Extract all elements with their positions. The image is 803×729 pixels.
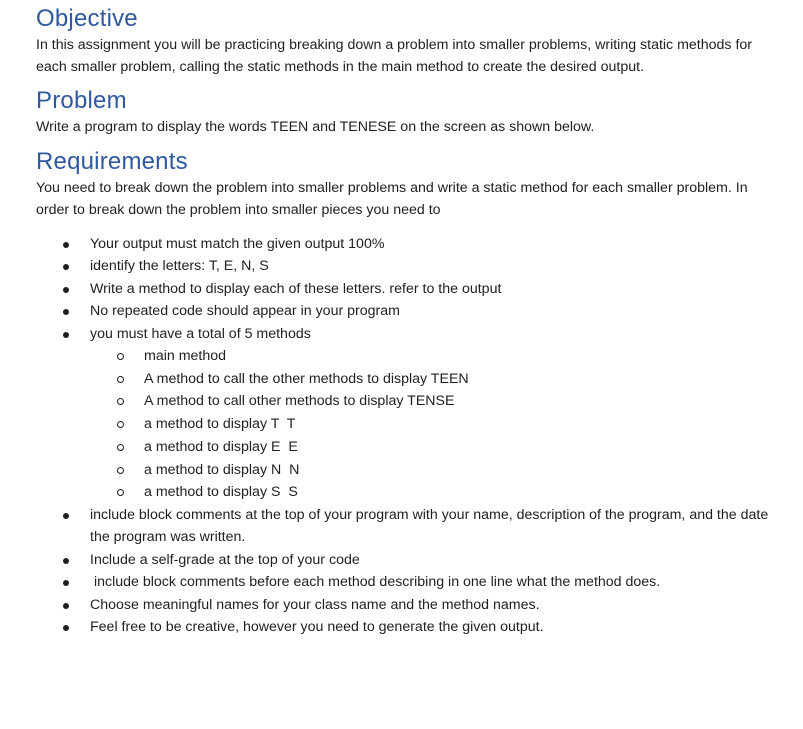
list-item-text: Include a self-grade at the top of your code (90, 551, 360, 568)
sub-list-item (90, 368, 776, 391)
list-item (36, 255, 776, 277)
sub-list-item (90, 481, 776, 504)
list-item (36, 300, 776, 322)
list-item (36, 323, 776, 504)
list-item (36, 571, 776, 593)
bullet-icon (63, 513, 69, 519)
sub-list-item (90, 459, 776, 482)
circle-bullet-icon (117, 353, 124, 360)
bullet-icon (63, 603, 69, 609)
sub-list-item-text: a method to display S S (144, 484, 298, 501)
bullet-icon (63, 242, 69, 248)
bullet-icon (63, 332, 69, 338)
bullet-icon (63, 309, 69, 315)
list-item-text: identify the letters: T, E, N, S (90, 258, 269, 275)
list-item-text: Choose meaningful names for your class name and the method names. (90, 596, 540, 613)
sub-list-item (90, 390, 776, 413)
requirements-section (36, 147, 776, 638)
sub-list-item-text: a method to display E E (144, 438, 298, 455)
list-item (36, 549, 776, 571)
sub-list-item-text: A method to call other methods to display TENSE (144, 393, 455, 410)
requirements-list (36, 233, 776, 638)
requirements-heading: Requirements (36, 148, 188, 175)
sub-list-item (90, 436, 776, 459)
bullet-icon (63, 287, 69, 293)
circle-bullet-icon (117, 376, 124, 383)
sub-list-item (90, 345, 776, 368)
requirements-text: You need to break down the problem into smaller problems and write a static method for each smaller problem. In order to break down the problem into smaller pieces you need to (36, 180, 748, 218)
objective-text: In this assignment you will be practicing breaking down a problem into smaller problems, writing static methods for each smaller problem, calling the static methods in the main method to create the desired output. (36, 37, 753, 75)
objective-section (36, 4, 776, 78)
sub-list-item-text: A method to call the other methods to display TEEN (144, 370, 469, 387)
problem-section (36, 86, 776, 138)
list-item-text: Feel free to be creative, however you need to generate the given output. (90, 618, 544, 635)
circle-bullet-icon (117, 398, 124, 405)
sub-list-item (90, 413, 776, 436)
bullet-icon (63, 625, 69, 631)
bullet-icon (63, 580, 69, 586)
problem-heading: Problem (36, 87, 127, 114)
list-item-text: include block comments before each method describing in one line what the method does. (90, 574, 661, 591)
list-item (36, 616, 776, 638)
list-item-text: Your output must match the given output 100% (90, 236, 385, 252)
bullet-icon (63, 558, 69, 564)
sub-list-item-text: a method to display N N (144, 461, 300, 478)
list-item-text: Write a method to display each of these letters. refer to the output (90, 280, 502, 297)
problem-text: Write a program to display the words TEEN and TENESE on the screen as shown below. (36, 119, 595, 135)
circle-bullet-icon (117, 421, 124, 428)
list-item-text: include block comments at the top of your program with your name, description of the program, and the date the program was written. (90, 506, 769, 546)
circle-bullet-icon (117, 444, 124, 451)
circle-bullet-icon (117, 489, 124, 496)
assignment-document (36, 4, 776, 638)
sub-list-item-text: main method (144, 348, 227, 365)
objective-heading: Objective (36, 5, 138, 32)
list-item (36, 278, 776, 300)
bullet-icon (63, 264, 69, 270)
list-item-text: No repeated code should appear in your program (90, 303, 400, 320)
methods-sublist (90, 345, 776, 504)
circle-bullet-icon (117, 467, 124, 474)
list-item (36, 594, 776, 616)
sub-list-item-text: a method to display T T (144, 416, 296, 433)
list-item (36, 504, 776, 549)
list-item (36, 233, 776, 255)
list-item-text: you must have a total of 5 methods (90, 325, 311, 342)
